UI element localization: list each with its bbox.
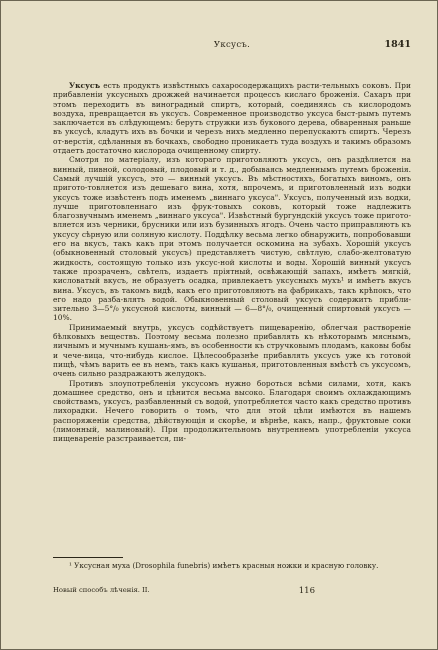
footnote-divider: [53, 557, 123, 558]
page-content: [53, 21, 411, 639]
footer-book-title: Новый способъ лѣченія. II.: [53, 586, 150, 594]
paragraph-varieties: Смотря по матеріалу, изъ котораго приготовляютъ уксусъ, онъ раздѣляется на винный, пивной, солодовый, плодовый и т. д., добываясь медленнымъ путемъ броженія. Самый лучшій уксусъ, это — винный уксусъ. Въ мѣстностяхъ, богатыхъ виномъ, онъ пригото-товляется изъ дешеваго вина, хотя, впрочемъ, и приготовленный изъ водки уксусъ тоже извѣстенъ подъ именемъ „виннаго уксуса". Уксусъ, полученный изъ водки, лучше приготовленнаго изъ фрук-товыхъ соковъ, который тоже надлежитъ благозвучнымъ именемъ „виннаго уксуса". Извѣстный бургундскій уксусъ тоже пригото-вляется изъ черники, брусники или изъ бузинныхъ ягодъ. Очень часто приправляютъ къ уксусу сѣрную или соляную кислоту. Поддѣлку весьма легко обнаружить, попробовавши его на вкусъ, такъ какъ при этомъ получается оскомина на зубахъ. Хорошій уксусъ (обыкновенный столовый уксусъ) представляетъ чистую, свѣтлую, слабо-желтоватую жидкость, состоящую только изъ уксус-ной кислоты и воды. Хорошій винный уксусъ также прозраченъ, свѣтелъ, издаетъ пріятный, освѣжающій запахъ, имѣетъ мягкій, кисловатый вкусъ, не образуетъ осадка, привлекаетъ уксусныхъ мухъ¹ и имѣетъ вкусъ вина. Уксусъ, въ такомъ видѣ, какъ его приготовляютъ на фабрикахъ, такъ крѣпокъ, что его надо разба-влять водой. Обыкновенный столовый уксусъ содержитъ прибли-зительно 3—5°/₀ уксусной кислоты, винный — 6—8°/₀, очищенный спиртовый уксусъ — 10%.: [53, 155, 411, 323]
page-body: [53, 81, 411, 444]
paragraph-definition-text: есть продуктъ извѣстныхъ сахаросодержащихъ расти-тельныхъ соковъ. При прибавленіи уксусныхъ дрожжей начинается процессъ кислаго броженія. Сахаръ при этомъ переходитъ въ виноградный спиртъ, который, соединяясь съ кислородомъ воздуха, превращается въ уксусъ. Современное производство уксуса быст-рымъ путемъ заключается въ слѣдующемъ: берутъ стружки изъ букового дерева, обваренныя раньше въ уксусѣ, кладутъ ихъ въ бочки и черезъ нихъ медленно перепускаютъ спиртъ. Черезъ от-верстія, сдѣланныя въ бочкахъ, свободно проникаетъ туда воздухъ и такимъ образомъ отдаетъ достаточно кислорода очищенному спирту.: [53, 81, 411, 156]
page-header: [53, 21, 411, 63]
entry-headword: Уксусъ: [69, 81, 101, 90]
footer-signature-mark: 116: [298, 586, 315, 596]
page-number: 1841: [384, 39, 411, 50]
paragraph-abuse: Противъ злоупотребленія уксусомъ нужно бороться всѣми силами, хотя, какъ домашнее средство, онъ и цѣнится весьма высоко. Благодаря своимъ охлаждающимъ свойствамъ, уксусъ, разбавленный съ водой, употребляется часто какъ средство противъ лихорадки. Нечего говорить о томъ, что для этой цѣли имѣются въ нашемъ распоряженіи средства, дѣйствующія и скорѣе, и вѣрнѣе, какъ, напр., фруктовые соки (лимонный, малиновый). При продолжительномъ внутреннемъ употребленіи уксуса пищевареніе разстраивается, пи-: [53, 378, 411, 444]
footnote: ¹ Уксусная муха (Drosophila funebris) имѣетъ красныя ножки и красную головку.: [69, 561, 379, 570]
page-footer: [53, 586, 411, 600]
running-head: Уксусъ.: [213, 40, 251, 50]
paragraph-definition: [53, 81, 411, 155]
paragraph-digestion: Принимаемый внутрь, уксусъ содѣйствуетъ пищеваренію, облегчая раствореніе бѣлковыхъ веществъ. Поэтому весьма полезно прибавлять къ нѣкоторымъ мяснымъ, яичнымъ и мучнымъ кушань-ямъ, въ особенности къ стручковымъ плодамъ, каковы бобы и чече-вица, что-нибудь кислое. Цѣлесообразнѣе прибавлять уксусъ уже къ готовой пищѣ, чѣмъ варить ее въ немъ, такъ какъ кушанья, приготовленныя вмѣстѣ съ уксусомъ, очень сильно раздражаютъ желудокъ.: [53, 322, 411, 379]
